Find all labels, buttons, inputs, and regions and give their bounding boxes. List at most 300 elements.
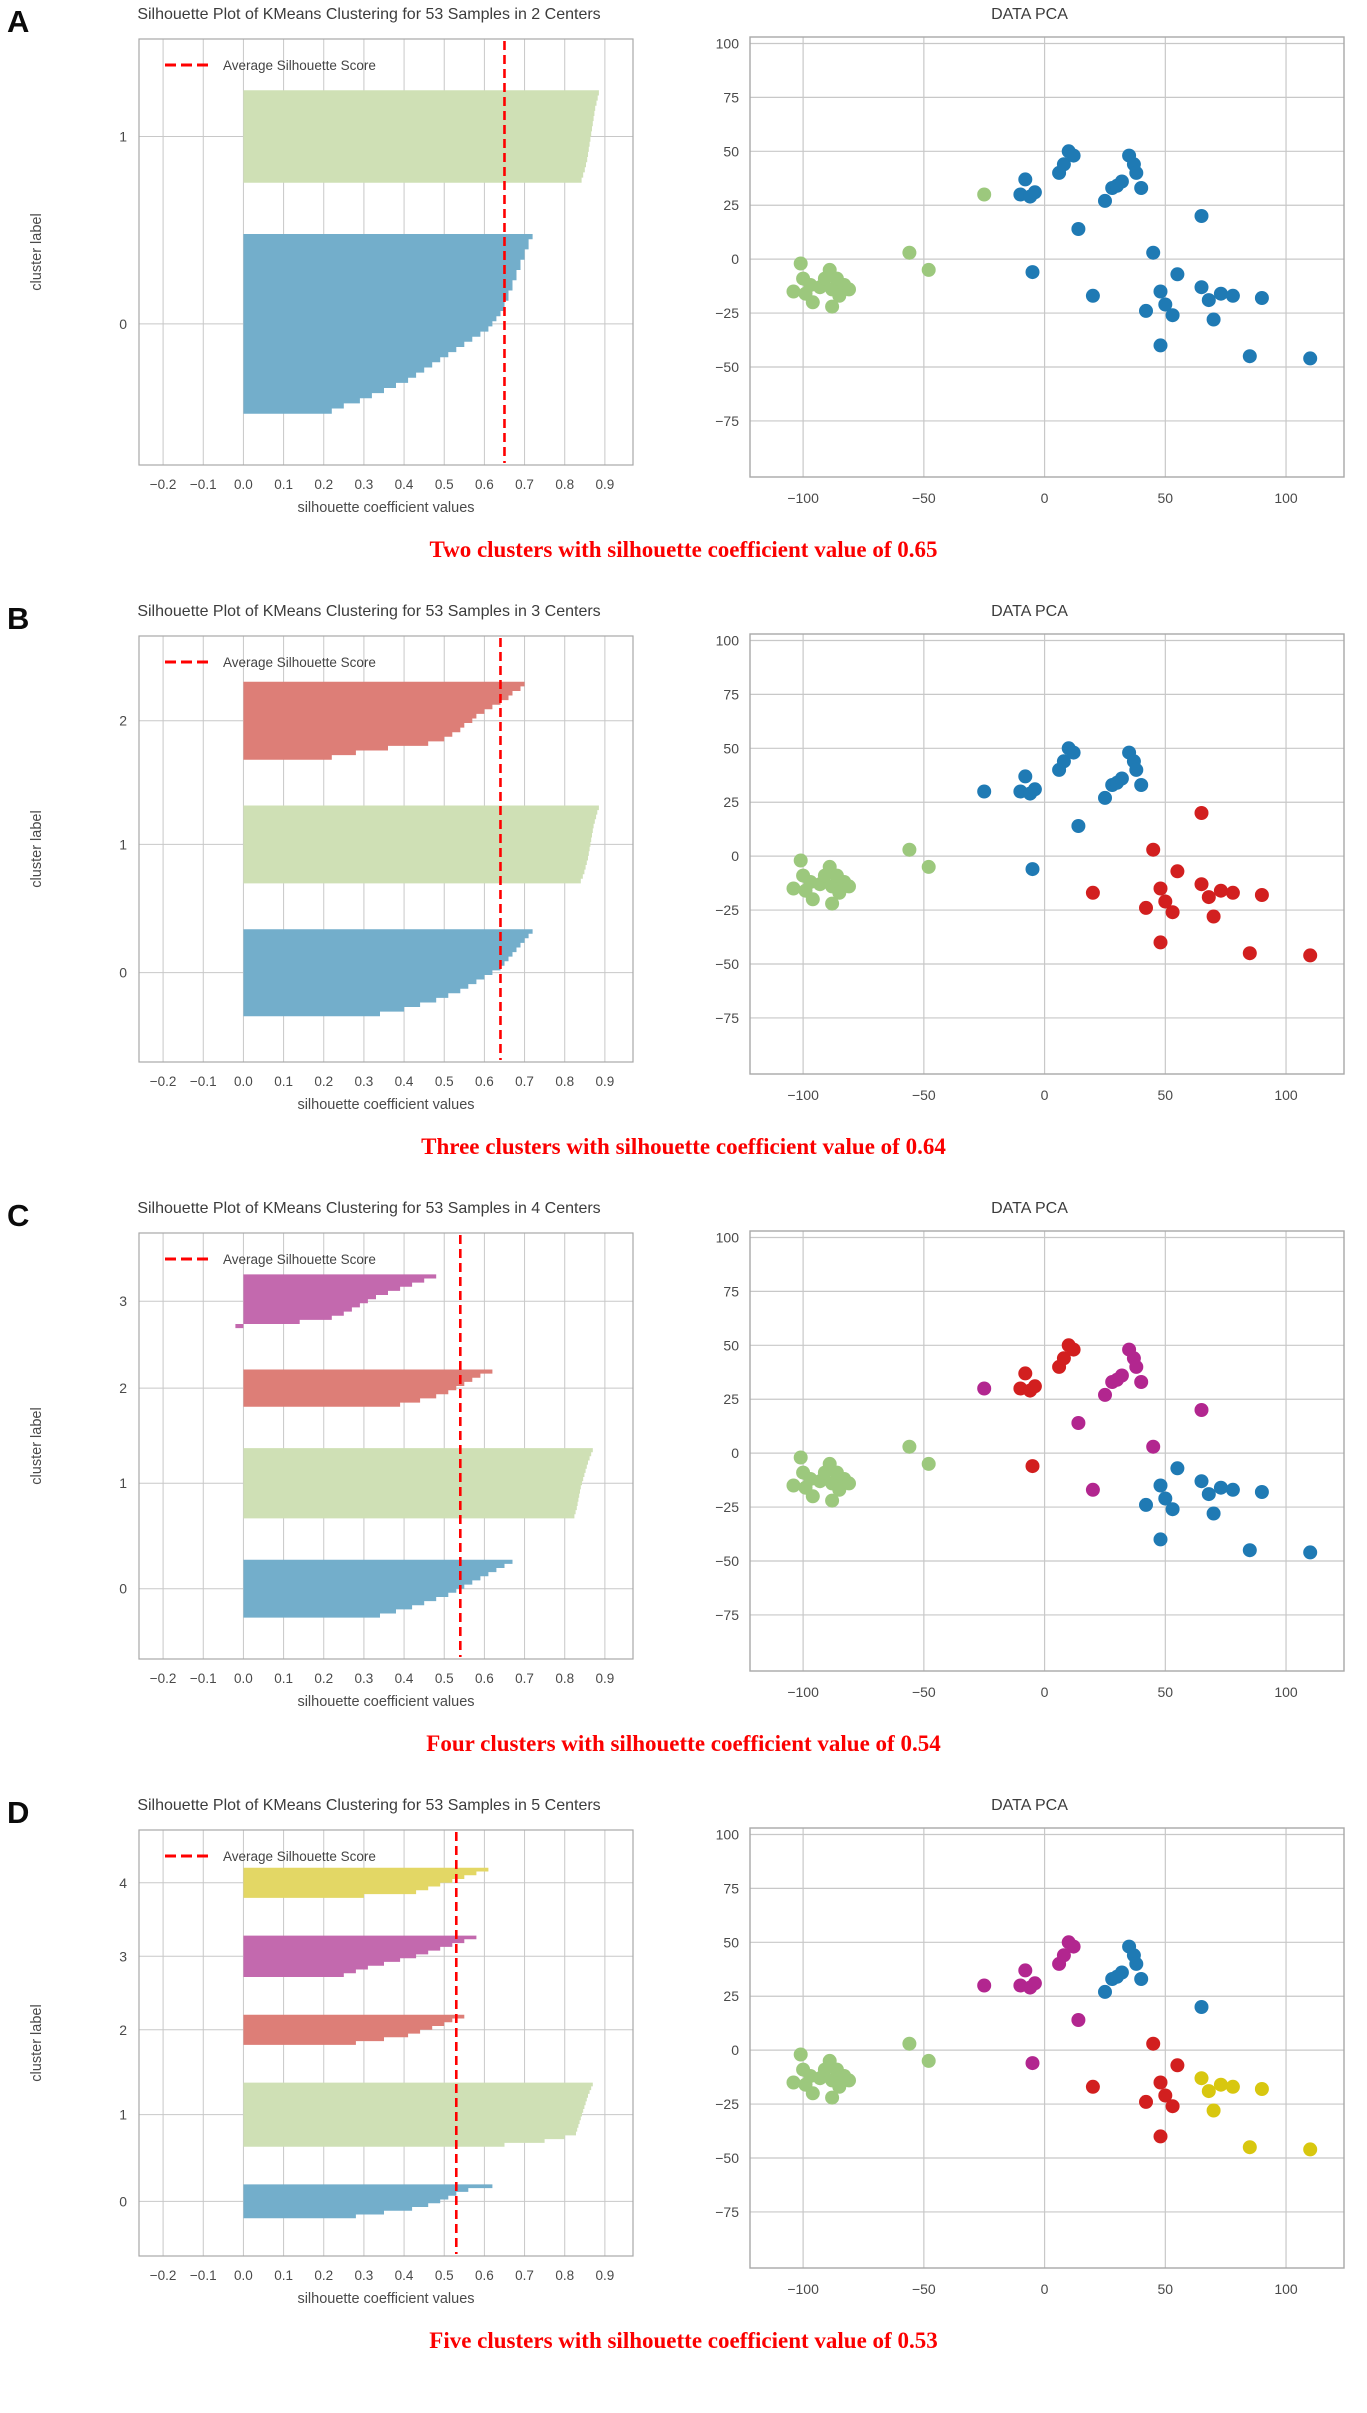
pca-plot-title: DATA PCA (991, 603, 1068, 620)
data-point (825, 2091, 839, 2105)
data-point (1129, 1360, 1143, 1374)
data-point (1027, 1379, 1041, 1393)
y-tick-label: 0 (119, 964, 127, 981)
data-point (1027, 782, 1041, 796)
data-point (1206, 1507, 1220, 1521)
pca-scatter-plot (670, 624, 1360, 1124)
y-tick-label: 0 (730, 1445, 739, 1462)
silhouette-plot (11, 27, 651, 527)
data-point (1165, 308, 1179, 322)
x-tick-label: 100 (1273, 2281, 1298, 2297)
y-tick-label: 1 (119, 2106, 127, 2123)
data-point (902, 1440, 916, 1454)
x-tick-label: −50 (911, 1684, 936, 1700)
y-tick-label: 50 (722, 1934, 739, 1951)
data-point (1165, 905, 1179, 919)
y-tick-label: 2 (119, 1380, 127, 1397)
data-point (977, 1382, 991, 1396)
data-point (786, 1479, 800, 1493)
silhouette-subplot-a (0, 6, 662, 527)
panel-c-subplots (0, 1200, 1367, 1721)
pca-scatter-plot (670, 27, 1360, 527)
data-point (1170, 864, 1184, 878)
data-point (1018, 1963, 1032, 1977)
data-point (1098, 791, 1112, 805)
data-point (825, 1494, 839, 1508)
x-tick-label: 0.0 (234, 477, 253, 492)
y-tick-label: −25 (714, 902, 739, 919)
y-tick-label: 1 (119, 836, 127, 853)
data-point (902, 843, 916, 857)
cluster-2-silhouette-shape (243, 1370, 492, 1407)
x-tick-label: 0.2 (314, 2268, 334, 2283)
y-axis-label: cluster label (29, 213, 45, 291)
x-tick-label: 0.5 (434, 2268, 454, 2283)
x-tick-label: 0.5 (434, 477, 454, 492)
cluster-0-silhouette-shape (243, 234, 532, 414)
y-tick-label: −50 (714, 2150, 739, 2166)
y-tick-label: 0 (730, 848, 739, 865)
data-point (1114, 1966, 1128, 1980)
pca-plot-title: DATA PCA (991, 1200, 1068, 1217)
data-point (1153, 338, 1167, 352)
data-point (977, 188, 991, 202)
data-point (786, 285, 800, 299)
data-point (1153, 2076, 1167, 2090)
data-point (1201, 890, 1215, 904)
y-tick-label: 1 (119, 1475, 127, 1492)
data-point (1129, 763, 1143, 777)
data-point (1098, 1985, 1112, 1999)
x-tick-label: −100 (786, 1087, 819, 1103)
x-tick-label: 0.6 (475, 1671, 494, 1686)
data-point (1303, 351, 1317, 365)
x-tick-label: 50 (1157, 490, 1173, 506)
panel-C (0, 1200, 1367, 1761)
data-point (1071, 222, 1085, 236)
x-tick-label: 0.1 (274, 477, 293, 492)
data-point (1153, 285, 1167, 299)
silhouette-plot (11, 624, 651, 1124)
x-tick-label: 0.7 (515, 1074, 534, 1089)
data-point (1066, 1343, 1080, 1357)
x-tick-label: 0.9 (595, 2268, 615, 2283)
data-point (786, 882, 800, 896)
pca-subplot-a (662, 6, 1367, 527)
data-point (1114, 772, 1128, 786)
data-point (1098, 1388, 1112, 1402)
x-tick-label: 100 (1273, 1087, 1298, 1103)
data-point (1025, 862, 1039, 876)
data-point (1194, 2000, 1208, 2014)
data-point (1225, 289, 1239, 303)
data-point (1027, 1976, 1041, 1990)
data-point (1254, 291, 1268, 305)
data-point (921, 2054, 935, 2068)
data-point (1206, 910, 1220, 924)
data-point (1027, 185, 1041, 199)
data-point (1242, 946, 1256, 960)
x-tick-label: 0 (1040, 1087, 1048, 1103)
plot-border (750, 634, 1344, 1074)
y-tick-label: 100 (715, 35, 739, 52)
data-point (1129, 1957, 1143, 1971)
silhouette-plot-title: Silhouette Plot of KMeans Clustering for 53 Samples in 3 Centers (137, 603, 601, 620)
data-point (1153, 2129, 1167, 2143)
y-tick-label: 2 (119, 712, 127, 729)
data-point (805, 1489, 819, 1503)
x-tick-label: 0.0 (234, 2268, 253, 2283)
data-point (1146, 246, 1160, 260)
data-point (1194, 1474, 1208, 1488)
y-tick-label: 100 (715, 632, 739, 649)
data-point (1139, 1498, 1153, 1512)
data-point (1170, 1461, 1184, 1475)
data-point (1225, 2080, 1239, 2094)
data-point (1025, 2056, 1039, 2070)
x-tick-label: 50 (1157, 1087, 1173, 1103)
data-point (1114, 175, 1128, 189)
x-tick-label: 0.1 (274, 1074, 293, 1089)
data-point (1213, 884, 1227, 898)
data-point (1206, 2104, 1220, 2118)
x-axis-label: silhouette coefficient values (297, 1694, 475, 1710)
x-tick-label: 0.4 (394, 1671, 414, 1686)
panel-caption: Three clusters with silhouette coefficient value of 0.64 (421, 1134, 946, 1159)
data-point (1146, 1440, 1160, 1454)
x-tick-label: 0.3 (354, 2268, 374, 2283)
y-tick-label: −25 (714, 305, 739, 322)
data-point (1194, 877, 1208, 891)
average-score-legend-label: Average Silhouette Score (223, 58, 376, 73)
data-point (1254, 2082, 1268, 2096)
data-point (1018, 1366, 1032, 1380)
pca-scatter-plot (670, 1818, 1360, 2318)
silhouette-subplot-b (0, 603, 662, 1124)
x-tick-label: 0.8 (555, 2268, 575, 2283)
panel-label-d: D (7, 1795, 30, 1830)
x-tick-label: 0.3 (354, 1074, 374, 1089)
data-point (1134, 1375, 1148, 1389)
data-point (902, 2037, 916, 2051)
data-point (1194, 1403, 1208, 1417)
x-tick-label: 100 (1273, 490, 1298, 506)
x-tick-label: −100 (786, 2281, 819, 2297)
cluster-1-silhouette-shape (243, 806, 598, 884)
y-tick-label: −25 (714, 1499, 739, 1516)
data-point (1201, 1487, 1215, 1501)
y-tick-label: 2 (119, 2021, 127, 2038)
x-axis-label: silhouette coefficient values (297, 2291, 475, 2307)
silhouette-subplot-d (0, 1797, 662, 2318)
x-tick-label: −0.2 (149, 1671, 177, 1686)
data-point (825, 897, 839, 911)
y-tick-label: 3 (119, 1948, 127, 1965)
pca-subplot-c (662, 1200, 1367, 1721)
data-point (842, 879, 856, 893)
x-tick-label: 0 (1040, 490, 1048, 506)
panel-label-c: C (7, 1198, 30, 1233)
data-point (977, 785, 991, 799)
x-tick-label: 0.7 (515, 1671, 534, 1686)
y-tick-label: −50 (714, 359, 739, 375)
data-point (1242, 2140, 1256, 2154)
x-tick-label: 0.6 (475, 1074, 494, 1089)
x-tick-label: 0.9 (595, 477, 615, 492)
pca-subplot-d (662, 1797, 1367, 2318)
data-point (1134, 778, 1148, 792)
pca-scatter-plot (670, 1221, 1360, 1721)
pca-subplot-b (662, 603, 1367, 1124)
y-tick-label: 25 (722, 197, 739, 214)
data-point (1114, 1369, 1128, 1383)
y-tick-label: −75 (714, 1009, 739, 1026)
cluster-1-silhouette-shape (243, 90, 598, 182)
x-tick-label: 0 (1040, 2281, 1048, 2297)
y-tick-label: 50 (722, 143, 739, 160)
data-point (805, 892, 819, 906)
y-tick-label: −75 (714, 2203, 739, 2220)
data-point (1134, 181, 1148, 195)
y-tick-label: 50 (722, 740, 739, 757)
data-point (1225, 1483, 1239, 1497)
x-tick-label: 0.7 (515, 2268, 534, 2283)
data-point (1071, 819, 1085, 833)
data-point (1254, 888, 1268, 902)
data-point (1213, 1481, 1227, 1495)
y-tick-label: −75 (714, 412, 739, 429)
data-point (1153, 935, 1167, 949)
data-point (1134, 1972, 1148, 1986)
data-point (1018, 769, 1032, 783)
x-tick-label: 0.9 (595, 1074, 615, 1089)
data-point (1170, 267, 1184, 281)
data-point (1066, 149, 1080, 163)
y-tick-label: 75 (722, 1283, 739, 1300)
x-tick-label: 0.4 (394, 2268, 414, 2283)
data-point (1206, 313, 1220, 327)
data-point (825, 300, 839, 314)
y-tick-label: 0 (730, 251, 739, 268)
cluster-1-silhouette-shape (243, 1448, 592, 1518)
panel-label-b: B (7, 601, 30, 636)
y-tick-label: −75 (714, 1606, 739, 1623)
data-point (1194, 209, 1208, 223)
x-tick-label: 50 (1157, 2281, 1173, 2297)
data-point (1025, 1459, 1039, 1473)
x-tick-label: 0.2 (314, 1074, 334, 1089)
data-point (1303, 1545, 1317, 1559)
x-tick-label: −100 (786, 490, 819, 506)
panel-d-subplots (0, 1797, 1367, 2318)
data-point (902, 246, 916, 260)
data-point (1213, 287, 1227, 301)
x-tick-label: 0.2 (314, 1671, 334, 1686)
y-tick-label: 0 (119, 315, 127, 332)
data-point (1085, 1483, 1099, 1497)
x-tick-label: 0.6 (475, 477, 494, 492)
data-point (1025, 265, 1039, 279)
x-tick-label: −50 (911, 490, 936, 506)
data-point (1139, 304, 1153, 318)
data-point (1225, 886, 1239, 900)
data-point (1071, 2013, 1085, 2027)
data-point (1194, 2071, 1208, 2085)
x-tick-label: 0.4 (394, 1074, 414, 1089)
y-tick-label: −50 (714, 956, 739, 972)
data-point (1194, 806, 1208, 820)
data-point (1201, 2084, 1215, 2098)
data-point (1170, 2058, 1184, 2072)
y-tick-label: 4 (119, 1874, 127, 1891)
x-axis-label: silhouette coefficient values (297, 500, 475, 516)
cluster-0-silhouette-shape (243, 929, 532, 1016)
y-tick-label: 100 (715, 1229, 739, 1246)
panel-caption: Five clusters with silhouette coefficient value of 0.53 (429, 2328, 938, 2353)
data-point (842, 2073, 856, 2087)
x-tick-label: 100 (1273, 1684, 1298, 1700)
x-tick-label: 0.9 (595, 1671, 615, 1686)
data-point (1165, 1502, 1179, 1516)
plot-border (750, 37, 1344, 477)
y-tick-label: 25 (722, 1988, 739, 2005)
x-tick-label: 0.1 (274, 2268, 293, 2283)
data-point (1085, 886, 1099, 900)
data-point (921, 263, 935, 277)
data-point (1129, 166, 1143, 180)
data-point (1303, 948, 1317, 962)
silhouette-plot (11, 1818, 651, 2318)
data-point (1165, 2099, 1179, 2113)
data-point (1146, 2037, 1160, 2051)
x-tick-label: 0.5 (434, 1074, 454, 1089)
x-axis-label: silhouette coefficient values (297, 1097, 475, 1113)
x-tick-label: −0.1 (189, 477, 217, 492)
data-point (921, 1457, 935, 1471)
y-tick-label: 75 (722, 89, 739, 106)
y-tick-label: 0 (119, 2193, 127, 2210)
data-point (1254, 1485, 1268, 1499)
silhouette-plot-title: Silhouette Plot of KMeans Clustering for 53 Samples in 4 Centers (137, 1200, 601, 1217)
average-score-legend-label: Average Silhouette Score (223, 1849, 376, 1864)
panel-D (0, 1797, 1367, 2358)
data-point (977, 1979, 991, 1993)
data-point (1085, 289, 1099, 303)
data-point (1242, 1543, 1256, 1557)
plot-border (750, 1828, 1344, 2268)
x-tick-label: 0.1 (274, 1671, 293, 1686)
x-tick-label: 0.7 (515, 477, 534, 492)
data-point (1139, 901, 1153, 915)
panel-B (0, 603, 1367, 1164)
cluster-1-silhouette-shape (243, 2083, 592, 2147)
x-tick-label: 0.6 (475, 2268, 494, 2283)
data-point (1153, 882, 1167, 896)
x-tick-label: 0.3 (354, 477, 374, 492)
silhouette-plot (11, 1221, 651, 1721)
data-point (1098, 194, 1112, 208)
x-tick-label: 0.8 (555, 477, 575, 492)
data-point (1018, 172, 1032, 186)
average-score-legend-label: Average Silhouette Score (223, 1252, 376, 1267)
x-tick-label: 0.2 (314, 477, 334, 492)
x-tick-label: −0.2 (149, 477, 177, 492)
x-tick-label: −0.2 (149, 2268, 177, 2283)
data-point (1153, 1532, 1167, 1546)
data-point (1139, 2095, 1153, 2109)
y-tick-label: 50 (722, 1337, 739, 1354)
data-point (1153, 1479, 1167, 1493)
silhouette-plot-title: Silhouette Plot of KMeans Clustering for 53 Samples in 2 Centers (137, 6, 601, 23)
y-tick-label: 100 (715, 1826, 739, 1843)
y-tick-label: 3 (119, 1293, 127, 1310)
y-tick-label: 25 (722, 1391, 739, 1408)
x-tick-label: 0.4 (394, 477, 414, 492)
data-point (1071, 1416, 1085, 1430)
y-tick-label: 0 (730, 2042, 739, 2059)
x-tick-label: 0.5 (434, 1671, 454, 1686)
data-point (1201, 293, 1215, 307)
panel-a-subplots (0, 6, 1367, 527)
data-point (805, 2086, 819, 2100)
data-point (1085, 2080, 1099, 2094)
y-tick-label: 0 (119, 1580, 127, 1597)
data-point (921, 860, 935, 874)
data-point (793, 257, 807, 271)
data-point (842, 282, 856, 296)
data-point (1066, 746, 1080, 760)
data-point (793, 1451, 807, 1465)
x-tick-label: −0.2 (149, 1074, 177, 1089)
x-tick-label: 0.3 (354, 1671, 374, 1686)
x-tick-label: −100 (786, 1684, 819, 1700)
x-tick-label: −50 (911, 1087, 936, 1103)
data-point (1242, 349, 1256, 363)
y-tick-label: 75 (722, 1880, 739, 1897)
x-tick-label: −50 (911, 2281, 936, 2297)
panel-A (0, 6, 1367, 567)
y-axis-label: cluster label (29, 810, 45, 888)
data-point (793, 2048, 807, 2062)
pca-plot-title: DATA PCA (991, 6, 1068, 23)
x-tick-label: 0.8 (555, 1074, 575, 1089)
silhouette-plot-title: Silhouette Plot of KMeans Clustering for 53 Samples in 5 Centers (137, 1797, 601, 1814)
x-tick-label: −0.1 (189, 2268, 217, 2283)
panel-caption: Two clusters with silhouette coefficient value of 0.65 (429, 537, 938, 562)
pca-plot-title: DATA PCA (991, 1797, 1068, 1814)
data-point (1303, 2142, 1317, 2156)
silhouette-subplot-c (0, 1200, 662, 1721)
data-point (805, 295, 819, 309)
y-axis-label: cluster label (29, 2004, 45, 2082)
x-tick-label: 0.0 (234, 1074, 253, 1089)
average-score-legend-label: Average Silhouette Score (223, 655, 376, 670)
x-tick-label: 0.8 (555, 1671, 575, 1686)
panel-caption: Four clusters with silhouette coefficient value of 0.54 (426, 1731, 941, 1756)
y-tick-label: 25 (722, 794, 739, 811)
y-tick-label: 1 (119, 128, 127, 145)
y-axis-label: cluster label (29, 1407, 45, 1485)
data-point (793, 854, 807, 868)
x-tick-label: 0.0 (234, 1671, 253, 1686)
y-tick-label: −25 (714, 2096, 739, 2113)
panel-b-subplots (0, 603, 1367, 1124)
panel-label-a: A (7, 4, 30, 39)
y-tick-label: 75 (722, 686, 739, 703)
x-tick-label: −0.1 (189, 1074, 217, 1089)
data-point (1066, 1940, 1080, 1954)
x-tick-label: 0 (1040, 1684, 1048, 1700)
